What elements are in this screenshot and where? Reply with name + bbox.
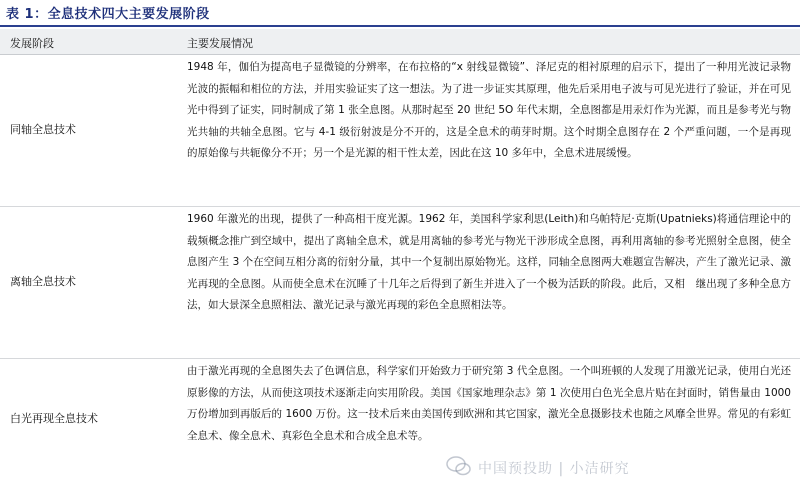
watermark-text: 中国预投助 | 小洁研究 xyxy=(478,461,630,477)
table-row xyxy=(0,359,800,486)
column-header-stage: 发展阶段 xyxy=(10,37,54,50)
table-title-bar xyxy=(0,0,800,27)
stage-name: 同轴全息技术 xyxy=(10,123,76,136)
column-header-description: 主要发展情况 xyxy=(187,37,253,50)
table-row xyxy=(0,55,800,207)
wechat-watermark-icon xyxy=(446,455,472,477)
stage-description: 1960 年激光的出现，提供了一种高相干度光源。1962 年，美国科学家利思(Leith)和乌帕特尼·克斯(Upatnieks)将通信理论中的载频概念推广到空域中，提出了离轴全息术，就是用离轴的参考光与物光干涉形成全息图，再利用离轴的参考光照射全息图，使全息图产生 3 个在空间互相分离的衍射分量，其中一个复制出原始物光。这样，同轴全息图两大难题宣告解决，产生了激光记录、激光再现的全息图。从而使全息术在沉睡了十几年之后得到了新生并进入了一个极为活跃的阶段。此后，又相 继出现了多种全息方法，如大景深全息照相法、激光记录与激光再现的彩色全息照相法等。 xyxy=(187,213,791,312)
stage-description: 由于激光再现的全息图失去了色调信息，科学家们开始致力于研究第 3 代全息图。一个叫班顿的人发现了用激光记录，使用白光还原影像的方法，从而使这项技术逐渐走向实用阶段。美国《国家地理杂志》第 1 次使用白色光全息片贴在封面时，销售量由 1000 万份增加到再版后的 1600 万份。这一技术后来由美国传到欧洲和其它国家，激光全息摄影技术也随之风靡全世界。常见的有彩虹全息术、像全息术、真彩色全息术和合成全息术等。 xyxy=(187,365,791,442)
stage-name: 离轴全息技术 xyxy=(10,275,76,288)
table-row xyxy=(0,207,800,359)
table-header-row xyxy=(0,29,800,55)
stage-description: 1948 年，伽伯为提高电子显微镜的分辨率，在布拉格的“x 射线显微镜”、泽尼克的相衬原理的启示下，提出了一种用光波记录物光波的振幅和相位的方法，并用实验证实了这一想法。为了进一步证实其原理，他先后采用电子波与可见光进行了验证，并在可见光中得到了证实，同时制成了第 1 张全息图。从那时起至 20 世纪 5O 年代末期，全息图都是用汞灯作为光源，而且是参考光与物光共轴的共轴全息图。它与 4-1 级衍射波是分不开的，这是全息术的萌芽时期。这个时期全息图存在 2 个严重问题，一个是再现的原始像与共轭像分不开；另一个是光源的相干性太差，因此在这 10 多年中，全息术进展缓慢。 xyxy=(187,61,791,160)
stage-name: 白光再现全息技术 xyxy=(10,412,98,425)
table-title: 表 1：全息技术四大主要发展阶段 xyxy=(6,7,210,22)
